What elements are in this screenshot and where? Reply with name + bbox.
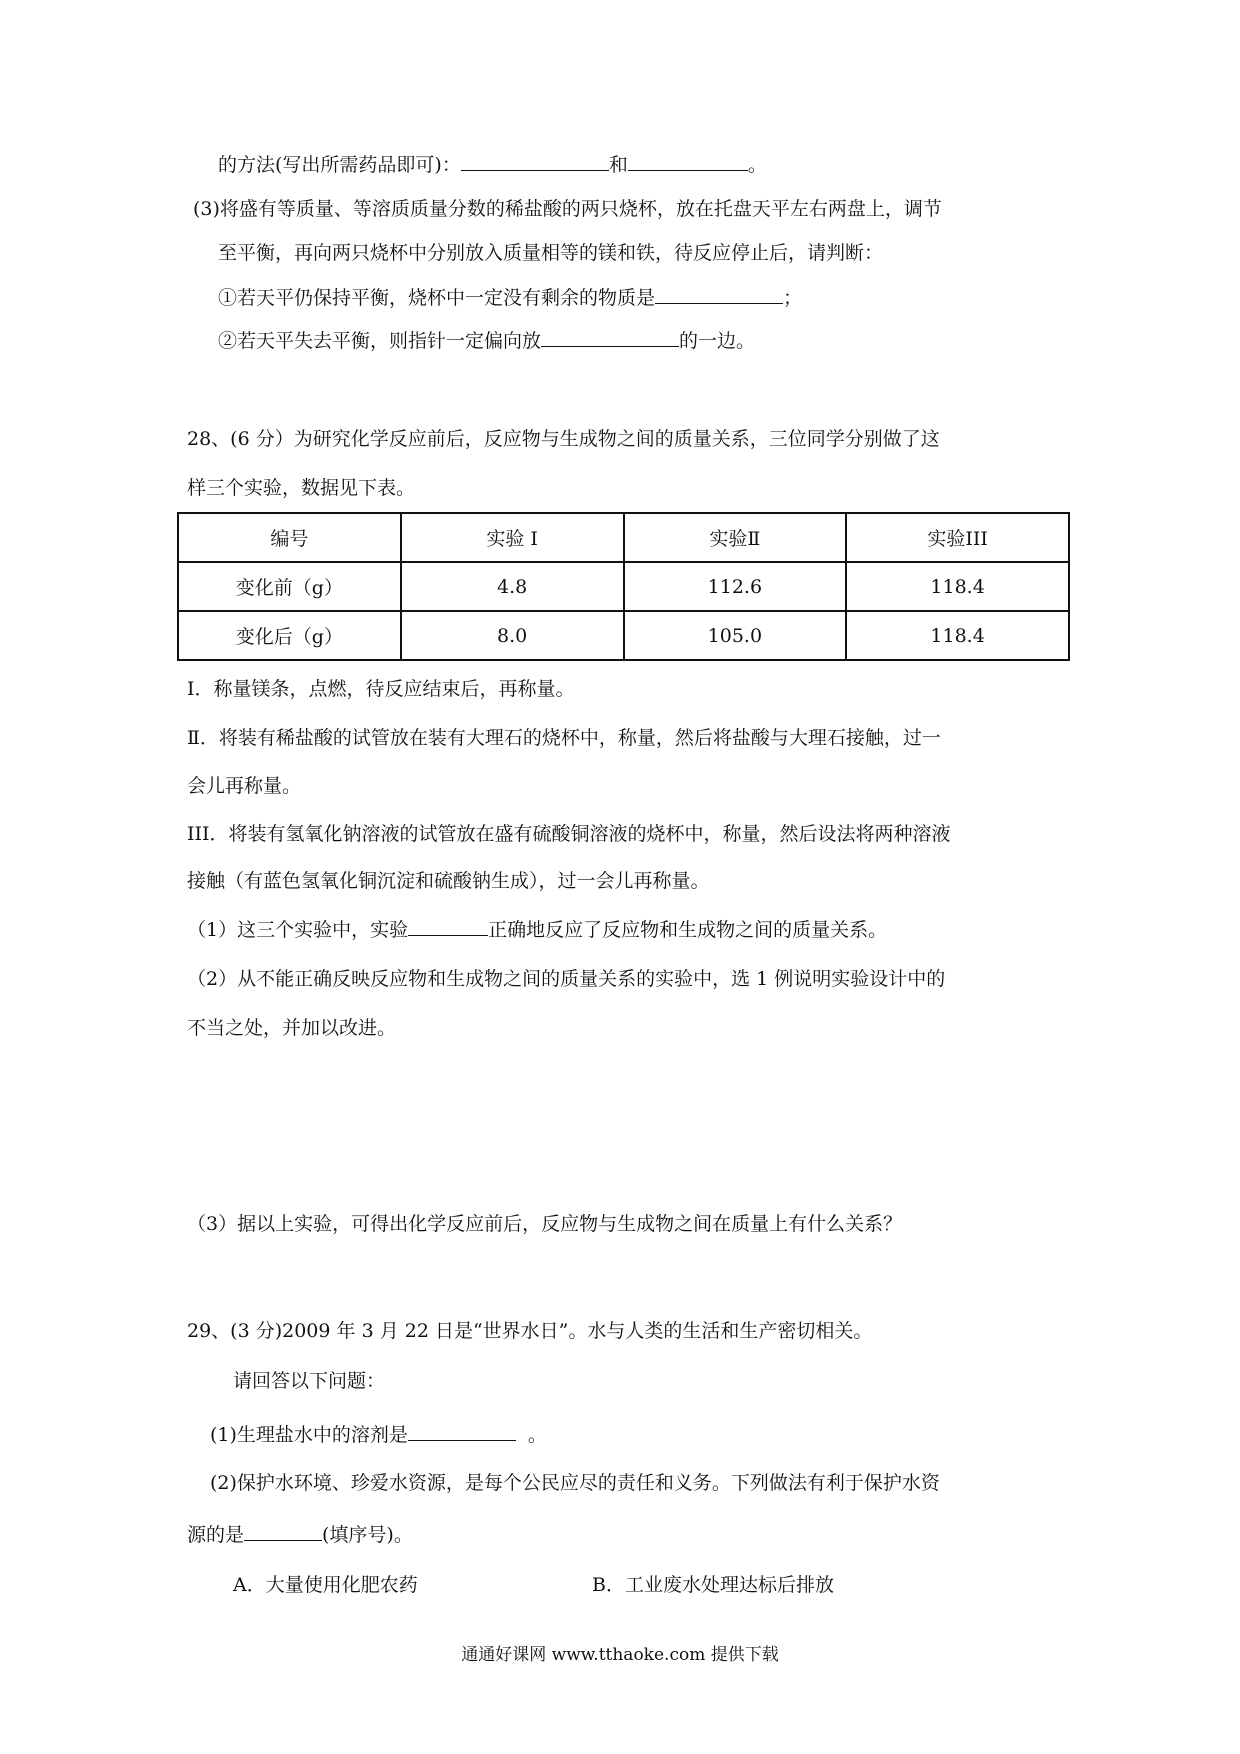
q1-text: （1）这三个实验中，实验	[187, 919, 409, 941]
q2-text-end: (填序号)。	[322, 1524, 413, 1546]
q28-question-2-line2: 不当之处，并加以改进。	[187, 1017, 397, 1039]
q28-experiment-2-line1: Ⅱ．将装有稀盐酸的试管放在装有大理石的烧杯中，称量，然后将盐酸与大理石接触，过一	[187, 727, 941, 749]
table-cell: 变化前（g）	[178, 562, 401, 611]
q27-method-line	[218, 150, 767, 178]
experiment-data-table	[177, 512, 1070, 661]
answer-blank[interactable]	[408, 915, 488, 936]
and-text: 和	[608, 154, 628, 176]
period-text: 。	[527, 1424, 547, 1446]
q27-part3-line1: (3)将盛有等质量、等溶质质量分数的稀盐酸的两只烧杯，放在托盘天平左右两盘上，调节	[193, 198, 942, 220]
q27-method-text: 的方法(写出所需药品即可)：	[218, 154, 461, 176]
q28-experiment-3-line2: 接触（有蓝色氢氧化铜沉淀和硫酸钠生成），过一会儿再称量。	[187, 870, 710, 892]
table-cell: 105.0	[624, 611, 847, 660]
q28-experiment-1: I．称量镁条，点燃，待反应结束后，再称量。	[187, 678, 575, 700]
q27-part3-item1	[218, 283, 802, 311]
table-cell: 112.6	[624, 562, 847, 611]
q27-part3-item2	[218, 326, 755, 354]
q28-intro-line2: 样三个实验，数据见下表。	[187, 477, 416, 499]
q1-text-end: 正确地反应了反应物和生成物之间的质量关系。	[488, 919, 888, 941]
table-cell: 变化后（g）	[178, 611, 401, 660]
table-row	[178, 562, 1069, 611]
q28-question-2-line1: （2）从不能正确反映反应物和生成物之间的质量关系的实验中，选 1 例说明实验设计中的	[187, 968, 946, 990]
table-header-cell: 编号	[178, 513, 401, 562]
item2-text: ②若天平失去平衡，则指针一定偏向放	[218, 330, 542, 352]
q2-text: 源的是	[187, 1524, 245, 1546]
q29-question-2-line1: (2)保护水环境、珍爱水资源，是每个公民应尽的责任和义务。下列做法有利于保护水资	[210, 1472, 940, 1494]
page-footer: 通通好课网 www.tthaoke.com 提供下载	[461, 1645, 779, 1665]
period-text: 。	[747, 154, 767, 176]
q28-experiment-2-line2: 会儿再称量。	[187, 775, 302, 797]
q29-intro: 29、(3 分)2009 年 3 月 22 日是“世界水日”。水与人类的生活和生产密切相关。	[187, 1320, 873, 1342]
item1-text: ①若天平仍保持平衡，烧杯中一定没有剩余的物质是	[218, 287, 656, 309]
q28-intro-line1: 28、(6 分）为研究化学反应前后，反应物与生成物之间的质量关系，三位同学分别做了这	[187, 428, 940, 450]
table-header-cell: 实验 I	[401, 513, 624, 562]
answer-blank[interactable]	[541, 326, 679, 347]
q28-question-3: （3）据以上实验，可得出化学反应前后，反应物与生成物之间在质量上有什么关系？	[187, 1213, 903, 1235]
q29-option-b: B．工业废水处理达标后排放	[592, 1574, 834, 1596]
q28-experiment-3-line1: III．将装有氢氧化钠溶液的试管放在盛有硫酸铜溶液的烧杯中，称量，然后设法将两种溶液	[187, 823, 951, 845]
answer-blank[interactable]	[655, 283, 783, 304]
q27-part3-line2: 至平衡，再向两只烧杯中分别放入质量相等的镁和铁，待反应停止后，请判断：	[218, 242, 884, 264]
table-header-cell: 实验Ⅱ	[624, 513, 847, 562]
table-cell: 118.4	[846, 611, 1069, 660]
table-row	[178, 611, 1069, 660]
answer-blank[interactable]	[461, 150, 609, 171]
q29-prompt: 请回答以下问题：	[233, 1370, 386, 1392]
q29-option-a: A．大量使用化肥农药	[233, 1574, 418, 1596]
q28-question-1	[187, 915, 887, 943]
answer-blank[interactable]	[628, 150, 748, 171]
table-header-row	[178, 513, 1069, 562]
answer-blank[interactable]	[244, 1520, 322, 1541]
answer-blank[interactable]	[408, 1420, 516, 1441]
item2-end-text: 的一边。	[679, 330, 756, 352]
q29-question-2-line2	[187, 1520, 413, 1548]
table-cell: 118.4	[846, 562, 1069, 611]
table-cell: 4.8	[401, 562, 624, 611]
table-cell: 8.0	[401, 611, 624, 660]
table-header-cell: 实验III	[846, 513, 1069, 562]
semicolon-text: ；	[783, 287, 803, 309]
q29-question-1	[210, 1420, 547, 1448]
q1-text: (1)生理盐水中的溶剂是	[210, 1424, 408, 1446]
